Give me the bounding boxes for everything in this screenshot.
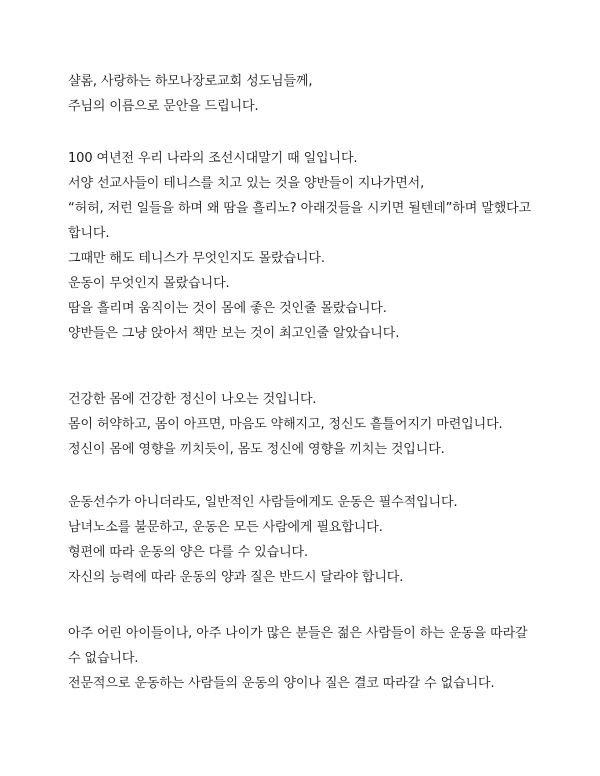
text-line: 합니다.: [68, 226, 110, 241]
history-paragraph: [68, 146, 548, 346]
text-line: 건강한 몸에 건강한 정신이 나오는 것입니다.: [68, 392, 317, 407]
text-line: 양반들은 그냥 앉아서 책만 보는 것이 최고인줄 알았습니다.: [68, 326, 400, 341]
text-line: 운동이 무엇인지 몰랐습니다.: [68, 276, 230, 291]
text-line: 수 없습니다.: [68, 651, 139, 666]
text-line: 100 여년전 우리 나라의 조선시대말기 때 일입니다.: [68, 151, 358, 166]
limits-paragraph: [68, 621, 548, 696]
text-line: 땀을 흘리며 움직이는 것이 몸에 좋은 것인줄 몰랐습니다.: [68, 301, 387, 316]
text-line: 남녀노소를 불문하고, 운동은 모든 사람에게 필요합니다.: [68, 520, 383, 535]
health-paragraph: [68, 387, 548, 462]
text-line: “허허, 저런 일들을 하며 왜 땀을 흘리노? 아래것들을 시키면 될텐데”하며 말했다고: [68, 201, 532, 216]
text-line: 형편에 따라 운동의 양은 다를 수 있습니다.: [68, 545, 309, 560]
greeting-paragraph: [68, 69, 548, 119]
text-line: 자신의 능력에 따라 운동의 양과 질은 반드시 달라야 합니다.: [68, 570, 404, 585]
text-line: 운동선수가 아니더라도, 일반적인 사람들에게도 운동은 필수적입니다.: [68, 495, 458, 510]
text-line: 그때만 해도 테니스가 무엇인지도 몰랐습니다.: [68, 251, 325, 266]
text-line: 전문적으로 운동하는 사람들의 운동의 양이나 질은 결코 따라갈 수 없습니다.: [68, 676, 495, 691]
text-line: 서양 선교사들이 테니스를 치고 있는 것을 양반들이 지나가면서,: [68, 176, 425, 191]
text-line: 아주 어린 아이들이나, 아주 나이가 많은 분들은 젊은 사람들이 하는 운동을 따라갈: [68, 626, 528, 641]
text-line: 샬롬, 사랑하는 하모나장로교회 성도님들께,: [68, 74, 313, 89]
text-line: 정신이 몸에 영향을 끼치듯이, 몸도 정신에 영향을 끼치는 것입니다.: [68, 442, 445, 457]
text-line: 몸이 허약하고, 몸이 아프면, 마음도 약해지고, 정신도 흩틀어지기 마련입니다.: [68, 417, 503, 432]
text-line: 주님의 이름으로 문안을 드립니다.: [68, 99, 259, 114]
exercise-paragraph: [68, 490, 548, 590]
